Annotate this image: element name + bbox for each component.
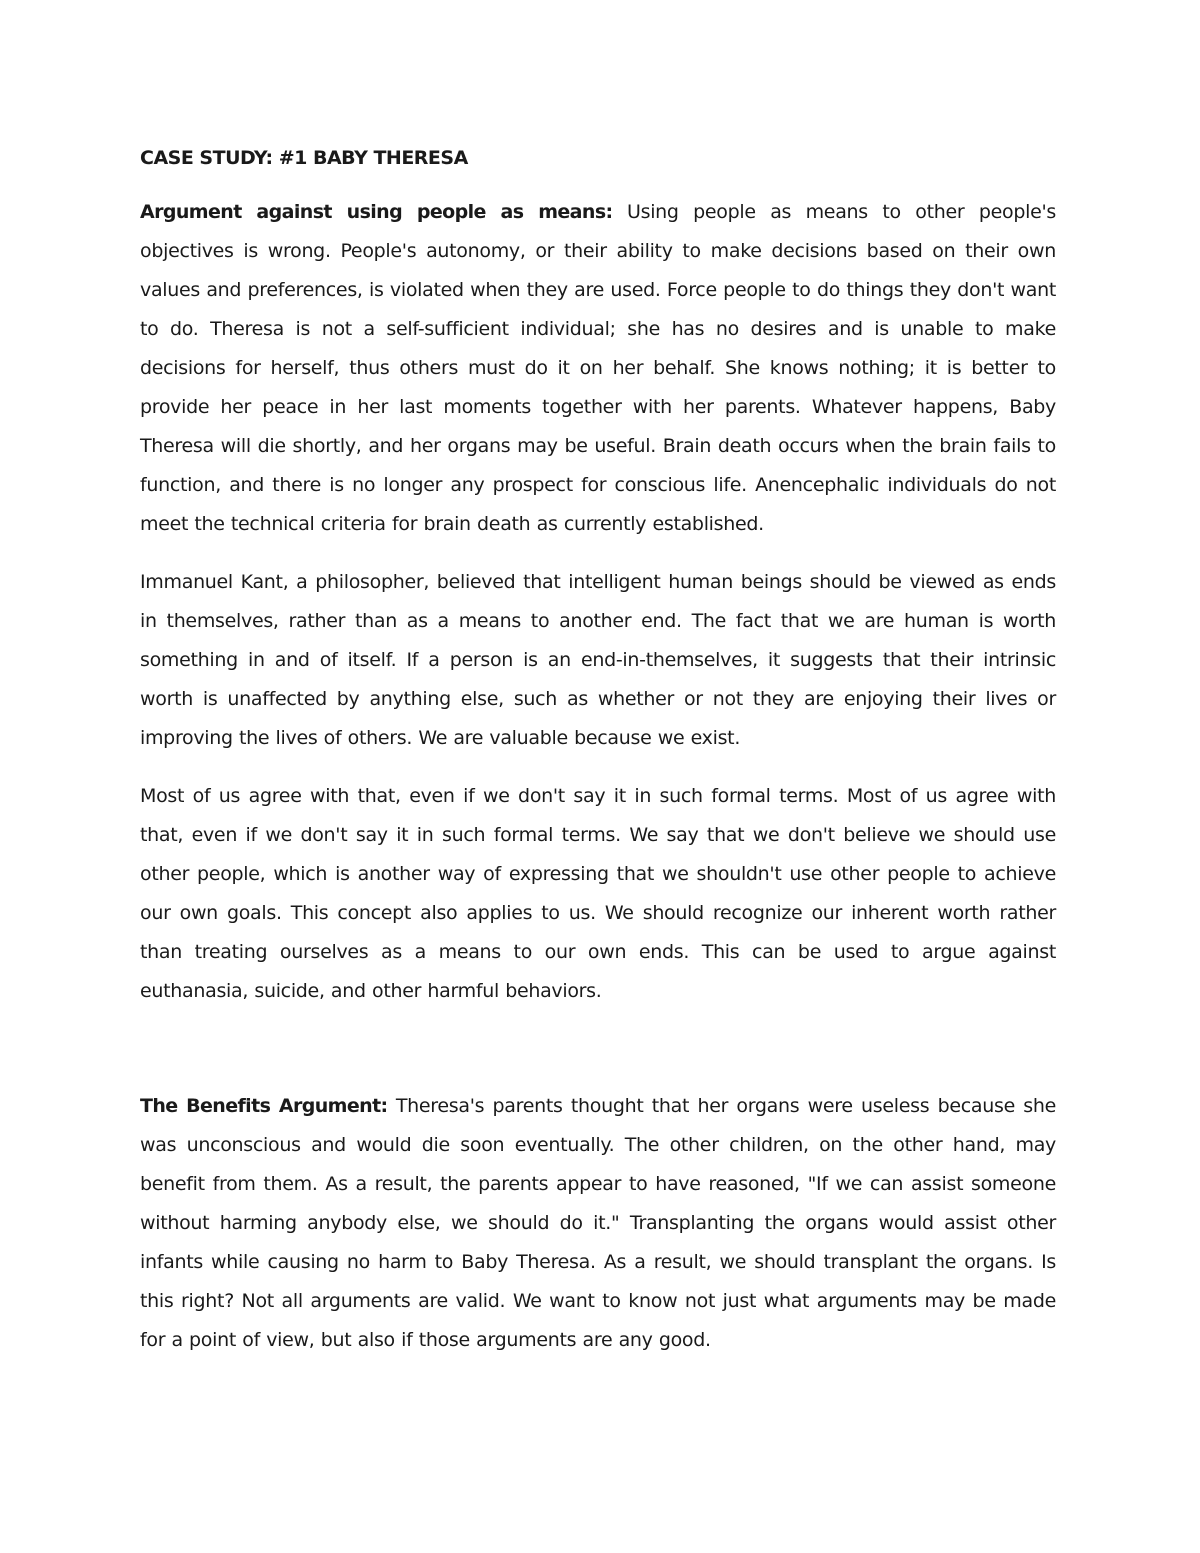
paragraph-agreement [140,777,1056,1011]
paragraph-means-argument [140,193,1056,544]
means-argument-body: Using people as means to other people's objectives is wrong. People's autonomy, or their ability to make decisions based on their own values and preferences, is violated when they are used. Force people to do things they don't want to do. Theresa is not a self-sufficient individual; she has no desires and is unable to make decisions for herself, thus others must do it on her behalf. She knows nothing; it is better to provide her peace in her last moments together with her parents. Whatever happens, Baby Theresa will die shortly, and her organs may be useful. Brain death occurs when the brain fails to function, and there is no longer any prospect for conscious life. Anencephalic individuals do not meet the technical criteria for brain death as currently established. [140,201,1056,535]
benefits-argument-body: Theresa's parents thought that her organs were useless because she was unconscious and would die soon eventually. The other children, on the other hand, may benefit from them. As a result, the parents appear to have reasoned, "If we can assist someone without harming anybody else, we should do it." Transplanting the organs would assist other infants while causing no harm to Baby Theresa. As a result, we should transplant the organs. Is this right? Not all arguments are valid. We want to know not just what arguments may be made for a point of view, but also if those arguments are any good. [140,1095,1056,1351]
benefits-argument-heading: The Benefits Argument: [140,1095,388,1117]
means-argument-heading: Argument against using people as means: [140,201,613,223]
document-page [140,140,1056,1379]
kant-body: Immanuel Kant, a philosopher, believed that intelligent human beings should be viewed as ends in themselves, rather than as a means to another end. The fact that we are human is worth something in and of itself. If a person is an end-in-themselves, it suggests that their intrinsic worth is unaffected by anything else, such as whether or not they are enjoying their lives or improving the lives of others. We are valuable because we exist. [140,571,1056,749]
document-title: CASE STUDY: #1 BABY THERESA [140,147,468,169]
paragraph-kant [140,563,1056,758]
agreement-body: Most of us agree with that, even if we don't say it in such formal terms. Most of us agree with that, even if we don't say it in such formal terms. We say that we don't believe we should use other people, which is another way of expressing that we shouldn't use other people to achieve our own goals. This concept also applies to us. We should recognize our inherent worth rather than treating ourselves as a means to our own ends. This can be used to argue against euthanasia, suicide, and other harmful behaviors. [140,785,1056,1002]
paragraph-benefits-argument [140,1087,1056,1360]
